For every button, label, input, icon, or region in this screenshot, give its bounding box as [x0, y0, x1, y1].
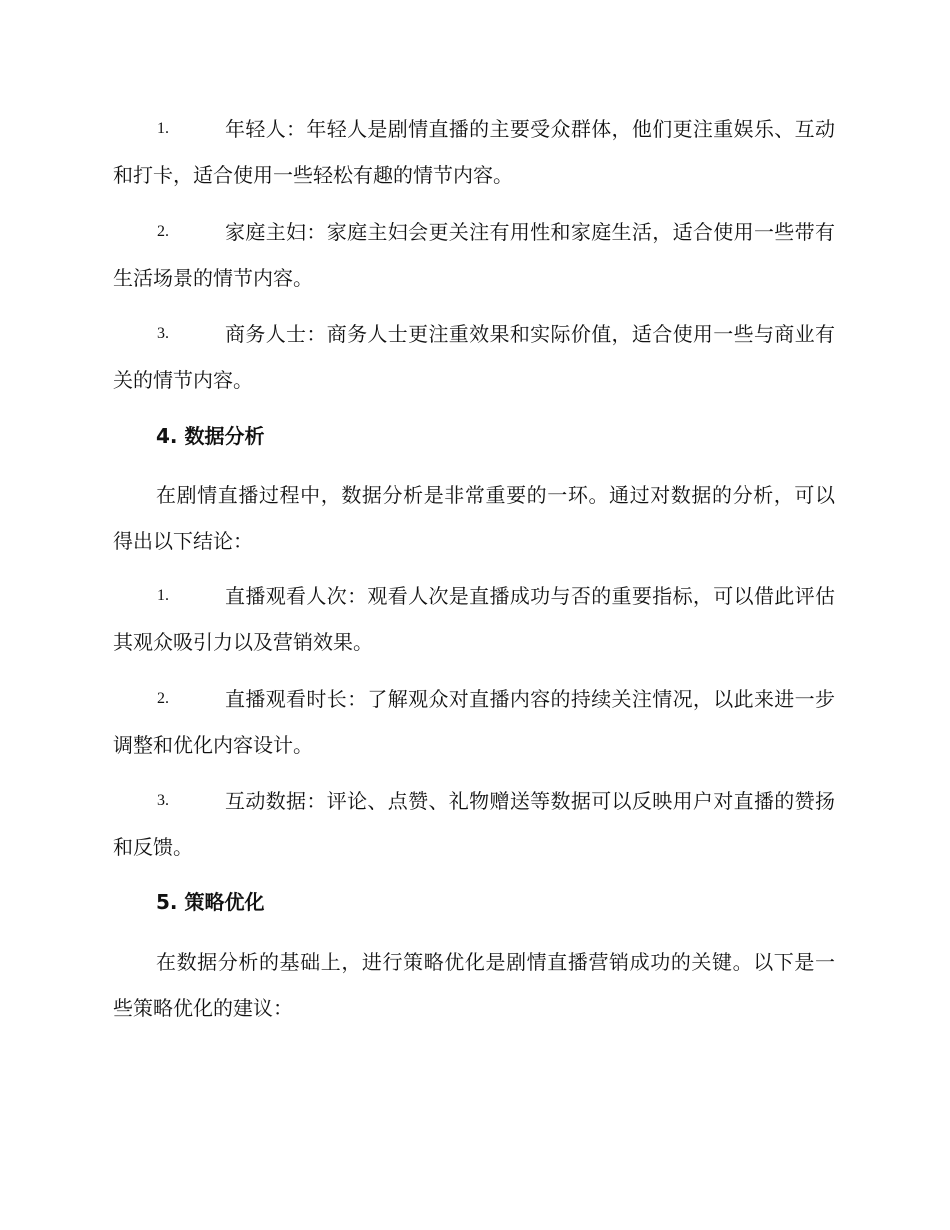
list-number: 3.: [157, 325, 169, 342]
list-item-text: 互动数据：评论、点赞、礼物赠送等数据可以反映用户对直播的赞扬和反馈。: [113, 789, 835, 859]
list-number: 1.: [157, 120, 169, 137]
list-number: 1.: [157, 587, 169, 604]
list-item: [113, 573, 835, 665]
list-number: 2.: [157, 223, 169, 240]
section-heading: 4. 数据分析: [156, 424, 265, 448]
list-item: [113, 106, 835, 198]
paragraph: 在剧情直播过程中，数据分析是非常重要的一环。通过对数据的分析，可以得出以下结论：: [113, 483, 835, 553]
list-item: [113, 676, 835, 768]
section-heading: 5. 策略优化: [156, 890, 265, 914]
list-number: 3.: [157, 792, 169, 809]
list-item-text: 商务人士：商务人士更注重效果和实际价值，适合使用一些与商业有关的情节内容。: [113, 322, 835, 392]
list-item: [113, 209, 835, 301]
paragraph: 在数据分析的基础上，进行策略优化是剧情直播营销成功的关键。以下是一些策略优化的建议：: [113, 950, 835, 1020]
list-item-text: 直播观看人次：观看人次是直播成功与否的重要指标，可以借此评估其观众吸引力以及营销效果。: [113, 584, 835, 654]
list-item-text: 直播观看时长：了解观众对直播内容的持续关注情况，以此来进一步调整和优化内容设计。: [113, 687, 835, 757]
list-item: [113, 778, 835, 870]
list-item-text: 家庭主妇：家庭主妇会更关注有用性和家庭生活，适合使用一些带有生活场景的情节内容。: [113, 220, 835, 290]
list-item-text: 年轻人：年轻人是剧情直播的主要受众群体，他们更注重娱乐、互动和打卡，适合使用一些轻松有趣的情节内容。: [113, 117, 835, 187]
list-item: [113, 311, 835, 403]
list-number: 2.: [157, 690, 169, 707]
